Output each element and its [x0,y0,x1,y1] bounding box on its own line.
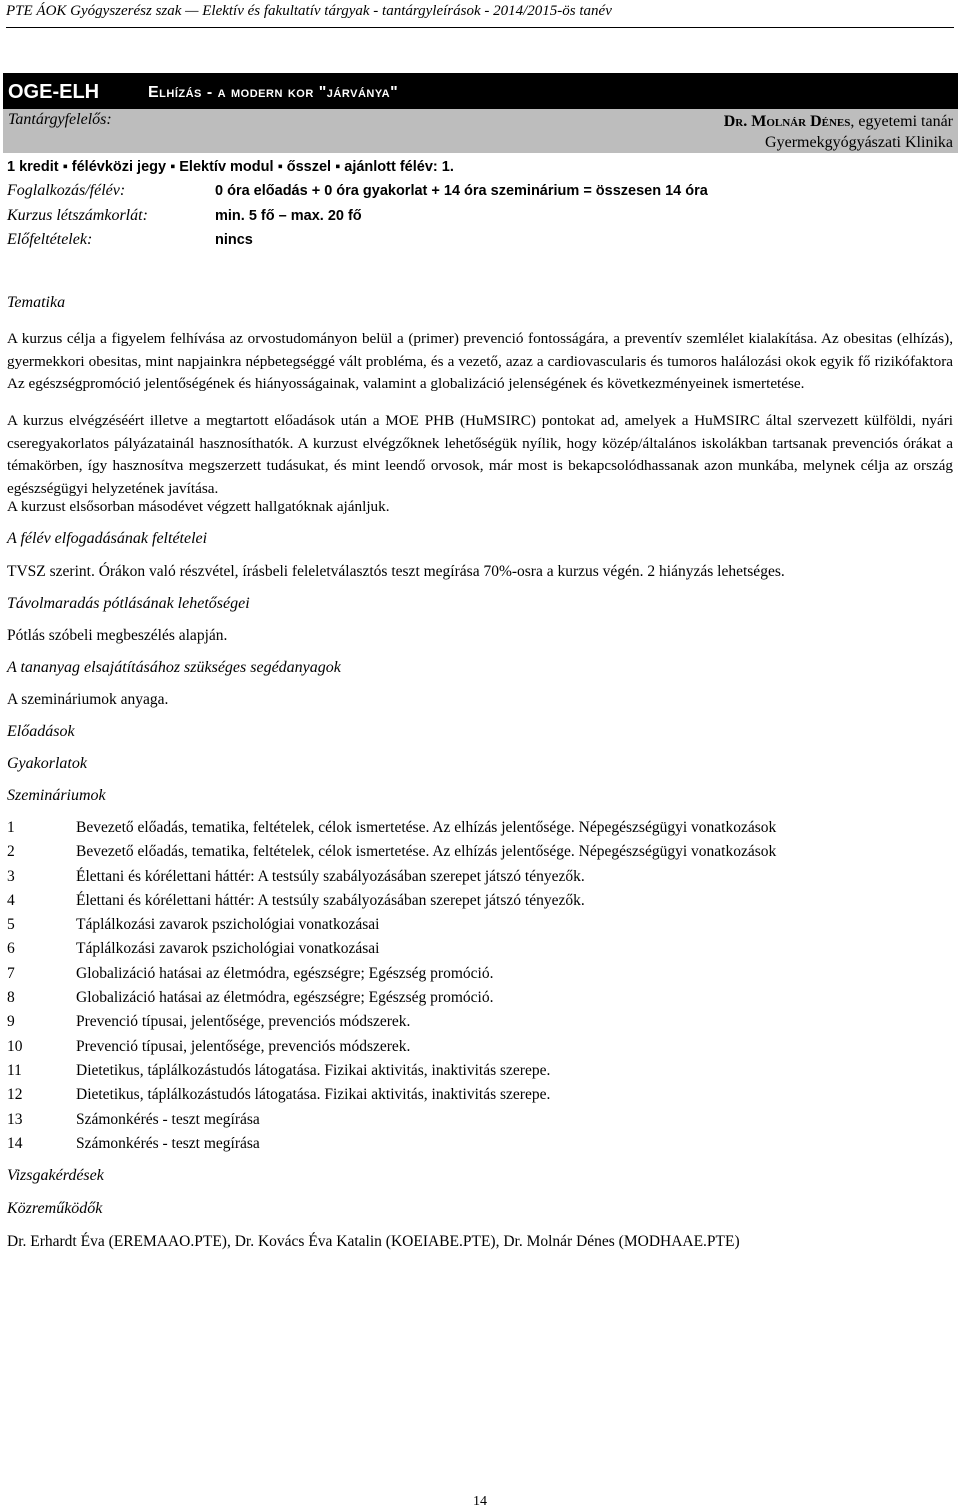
acceptance-text: TVSZ szerint. Órákon való részvétel, írásbeli feleletválasztós teszt megírása 70%-osra a kurzus végén. 2 hiányzás lehetséges. [7,563,785,580]
materials-text: A szemináriumok anyaga. [7,691,169,708]
seminar-topic: Dietetikus, táplálkozástudós látogatása. Fizikai aktivitás, inaktivitás szerepe. [76,1086,551,1104]
sessions-label: Foglalkozás/félév: [7,182,126,199]
capacity-label: Kurzus létszámkorlát: [7,207,148,224]
seminar-topic: Bevezető előadás, tematika, feltételek, célok ismertetése. Az elhízás jelentősége. Népegészségügyi vonatkozások [76,819,777,836]
acceptance-heading: A félév elfogadásának feltételei [7,530,208,547]
course-title-box [3,73,958,153]
seminar-row [7,819,947,843]
contributors-text: Dr. Erhardt Éva (EREMAAO.PTE), Dr. Kovács Éva Katalin (KOEIABE.PTE), Dr. Molnár Dénes (MODHAAE.PTE) [7,1233,740,1250]
course-title: Elhízás - a modern kor "járványa" [148,84,399,101]
sessions-row [7,182,708,200]
seminar-topic: Élettani és kórélettani háttér: A testsúly szabályozásában szerepet játszó tényezők. [76,891,585,909]
seminar-number: 10 [7,1037,23,1055]
seminar-topic: Táplálkozási zavarok pszichológiai vonatkozásai [76,940,380,958]
seminar-row [7,965,947,989]
course-title-bar [3,73,958,109]
responsible-person [724,111,953,153]
exam-questions-heading: Vizsgakérdések [7,1167,104,1184]
tematika-heading: Tematika [7,294,66,311]
tematika-paragraph-2: A kurzus elvégzéséért illetve a megtartott előadások után a MOE PHB (HuMSIRC) pontokat ad, amelyek a HuMSIRC által szervezett külföldi, nyári cseregyakorlatos pályázatainál hasznosíthatók. A kurzust elvégzőknek lehetőségük nyílik, hogy közép/általános iskolákban tartsanak prevenciós órákat a témakörben, így hasznosítva megszerzett tudásukat, és mint leendő orvosok, már most is bekapcsolódhassanak azon munkába, melynek célja az ország egészségügyi helyzetének javítása. [7,412,953,497]
seminar-row [7,1111,947,1135]
seminar-number: 4 [7,891,15,909]
seminar-number: 5 [7,916,15,934]
seminar-topic: Prevenció típusai, jelentősége, prevenciós módszerek. [76,1037,411,1055]
prereq-label: Előfeltételek: [7,231,93,248]
responsible-name: Dr. Molnár Dénes [723,113,851,130]
absence-text: Pótlás szóbeli megbeszélés alapján. [7,627,228,644]
seminar-number: 6 [7,940,15,958]
seminar-number: 12 [7,1086,23,1104]
materials-heading: A tananyag elsajátításához szükséges segédanyagok [7,659,341,676]
seminar-row [7,1086,947,1110]
seminar-topic: Globalizáció hatásai az életmódra, egészségre; Egészség promóció. [76,989,494,1007]
seminar-number: 13 [7,1110,23,1128]
seminar-topic: Bevezető előadás, tematika, feltételek, célok ismertetése. Az elhízás jelentősége. Népegészségügyi vonatkozások [76,843,777,861]
page-number: 14 [473,1494,487,1509]
seminar-number: 3 [7,867,15,885]
seminar-row [7,843,947,867]
seminar-row [7,916,947,940]
responsible-department: Gyermekgyógyászati Klinika [765,134,953,151]
seminar-row [7,940,947,964]
seminar-row [7,1062,947,1086]
seminar-number: 14 [7,1134,23,1152]
seminar-row [7,1013,947,1037]
seminar-row [7,868,947,892]
practicals-heading: Gyakorlatok [7,755,87,772]
seminar-number: 8 [7,989,15,1007]
seminar-topic: Globalizáció hatásai az életmódra, egészségre; Egészség promóció. [76,964,494,982]
course-code: OGE-ELH [8,81,100,103]
prereq-value: nincs [215,232,253,248]
capacity-value: min. 5 fő – max. 20 fő [215,208,362,224]
seminar-number: 7 [7,964,15,982]
capacity-row [7,207,362,225]
header-divider [6,27,954,28]
seminar-topic: Élettani és kórélettani háttér: A testsúly szabályozásában szerepet játszó tényezők. [76,867,585,885]
sessions-value: 0 óra előadás + 0 óra gyakorlat + 14 óra szeminárium = összesen 14 óra [215,183,708,199]
prereq-row [7,231,253,249]
lectures-heading: Előadások [7,723,75,740]
seminar-number: 11 [7,1061,22,1079]
seminar-row [7,1038,947,1062]
seminar-topic: Számonkérés - teszt megírása [76,1110,260,1128]
seminar-topic: Dietetikus, táplálkozástudós látogatása. Fizikai aktivitás, inaktivitás szerepe. [76,1061,551,1079]
seminar-row [7,989,947,1013]
seminar-list [7,819,947,1159]
seminar-number: 2 [7,843,15,861]
absence-heading: Távolmaradás pótlásának lehetőségei [7,595,250,612]
contributors-heading: Közreműködők [7,1200,103,1217]
seminar-topic: Számonkérés - teszt megírása [76,1134,260,1152]
seminar-row [7,892,947,916]
seminar-topic: Prevenció típusai, jelentősége, prevenciós módszerek. [76,1013,411,1031]
tematika-paragraph-3: A kurzust elsősorban másodévet végzett hallgatóknak ajánljuk. [7,498,390,515]
running-header: PTE ÁOK Gyógyszerész szak — Elektív és fakultatív tárgyak - tantárgyleírások - 2014/2015-ös tanév [6,3,612,19]
responsible-label: Tantárgyfelelős: [8,111,112,128]
seminar-row [7,1135,947,1159]
seminars-heading: Szemináriumok [7,787,106,804]
tematika-paragraph-1: A kurzus célja a figyelem felhívása az orvostudományon belül a (primer) prevenció fontosságára, a preventív szemlélet kialakítása. Az obesitas (elhízás), gyermekkori obesitas, mint napjainkra népbetegséggé vált probléma, és a vezető, azaz a cardiovascularis és tumoros halálozási okok egyik fő rizikófaktora Az egészségpromóció jelentőségének és hiányosságainak, valamint a globalizáció jelenségének és következményeinek ismertetése. [7,330,953,392]
responsible-title: , egyetemi tanár [850,113,953,130]
seminar-topic: Táplálkozási zavarok pszichológiai vonatkozásai [76,916,380,934]
seminar-number: 1 [7,819,15,836]
seminar-number: 9 [7,1013,15,1031]
credit-line: 1 kredit ▪ félévközi jegy ▪ Elektív modul ▪ ősszel ▪ ajánlott félév: 1. [7,159,454,175]
